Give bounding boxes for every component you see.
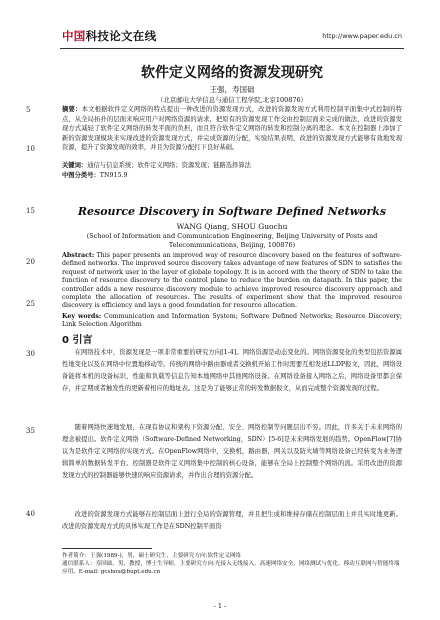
line-number: 5: [26, 106, 31, 114]
abstract-en-label: Abstract:: [62, 252, 95, 259]
affiliation-cn: （北京邮电大学信息与通信工程学院,北京100876）: [156, 96, 308, 104]
authors-en: WANG Qiang, SHOU Guochu: [176, 222, 288, 231]
keywords-cn-text: 通信与信息系统；软件定义网络；资源发现；链路选择算法: [87, 162, 251, 169]
line-number: 20: [26, 258, 35, 266]
body-paragraph: 改进的资源发现方式能够在控制层面上进行全局的资源管理，并且把生成和维持存储在控制层面上并且实时地更新。改进的资源发现方式的具体实现工作是在SDN控制平面资: [62, 511, 402, 530]
site-url[interactable]: http://www.paper.edu.cn: [322, 32, 402, 40]
keywords-en: [62, 313, 402, 330]
line-number: 40: [26, 510, 35, 518]
line-number: 25: [26, 300, 35, 308]
authors-cn: 王强，寿国础: [209, 85, 255, 94]
classification-cn-label: 中图分类号：: [62, 172, 100, 179]
abstract-en: [62, 252, 402, 311]
keywords-en-text: Communication and Information System; Software Defined Networks; Resource Discovery; Link Selection Algorithm: [62, 313, 402, 329]
classification-cn-text: TN915.9: [99, 172, 128, 179]
line-number: 35: [26, 427, 35, 435]
abstract-en-text: This paper presents an improved way of resource discovery based on the features of software-defined networks. The improved source discovery takes advantage of new features of SDN to satisfies the request of network user in the layer of globale topology. It is in accord with the theory of SDN to take the function of resource discovery to the control plane to reduce the burden on datapath. In this paper, the controller adds a new resource discovery module to achieve improved resource discovery approach and complete the allocation of resources. The results of experiment show that the improved resource discovery is efficiency and lays a good foundation for resource allocation.: [62, 252, 402, 310]
keywords-cn-label: 关键词：: [62, 162, 88, 169]
abstract-cn: [62, 105, 402, 153]
paper-title-en: Resource Discovery in Software Defined Networks: [77, 205, 387, 218]
logo-red-text: 中国: [62, 29, 86, 43]
page-number: - 1 -: [213, 602, 227, 610]
footnote-rule: [62, 548, 152, 549]
journal-logo: [62, 28, 156, 44]
paper-title-cn: 软件定义网络的资源发现研究: [141, 65, 323, 81]
abstract-cn-label: 摘要：: [62, 106, 82, 113]
body-paragraph: 在网络技术中，资源发现是一项非常重要的研究方向[1-4]。网络资源是动态变化的。网络资源变化的类型包括资源属性地变化以及在网络中位置地移动等。传统的网络中路由器或者交换机开始工作时需要互相发送LLDP报文，因此，网络设备能将本机的设备标识、性能和负载等信息告知本地网络中其他网络设备。在网络设备接入网络之后，网络设备里都会保存，并定期或者触发性的更新着相应的地址表。这是为了能够正常的转发数据报文，从而完成整个资源发现的过程。: [62, 349, 402, 392]
affiliation-en: (School of Information and Communication Engineering, Beijing University of Posts and Telecommunications, Beijing, 100876): [86, 232, 378, 249]
keywords-cn: [62, 161, 402, 171]
section-heading-intro: 0 引言: [62, 335, 93, 346]
footnote-author-bio: 作者简介：王强(1989-)，男，硕士研究生，主要研究方向:软件定义网络: [62, 553, 242, 559]
logo-dark-text: 科技论文在线: [85, 29, 157, 43]
footnote: [62, 552, 402, 576]
body-paragraph: 随着网络快速地发展，在现有协议和架构下资源分配、安全、网络控制等问题层出不穷。因此，许多关于未来网络的理念被提出。软件定义网络（Software-Defined Networking，SDN）[5-6]是未来网络发展的趋势。OpenFlow[7]协议为是软件定义网络的实现方式。在OpenFlow网络中，交换机，路由器，网关以及防火墙等网络设备已经转变为业务逻辑简单的数据转发平台。控制器是软件定义网络集中控制的核心设备，能够在全局上控制整个网络的流。采用改进的资源发现方式的控制器能够快速的响应资源请求，并作出合理的资源分配。: [62, 424, 402, 479]
keywords-en-label: Key words:: [62, 313, 102, 320]
page-header: [0, 0, 440, 52]
line-number: 10: [26, 145, 35, 153]
line-number: 15: [26, 207, 35, 215]
classification-cn: [62, 171, 402, 181]
abstract-cn-text: 本文根据软件定义网络的特点提出一种改进的资源发现方式，改进的资源发现方式利用控制平面集中式控制的特点，从全局拓扑的层面来响应用户对网络资源的请求，把原有的资源发现工作交由控制层面来完成的做法，改进的资源发现方式减轻了软件定义网络的转发平面的负担，而且符合软件定义网络的转发和控制分离的理念。本文在控制器上添加了新的资源发现模块来实现改进的资源发现方式，并完成资源的分配，实验结果表明，改进的资源发现方式能够有效地发现资源，提升了资源发现的效率，并且为资源分配打下良好基础。: [62, 106, 403, 151]
line-number: 30: [26, 350, 35, 358]
header-rule: [60, 48, 404, 49]
footnote-contact: 通信联系人：寿国础，男，教授，博士生导师，主要研究方向:光接入无线接入、高速网络安全、网络测试与优化、移动互联网与智能终端应用。E-mail: gcshou@bupt.edu.cn: [62, 561, 400, 575]
